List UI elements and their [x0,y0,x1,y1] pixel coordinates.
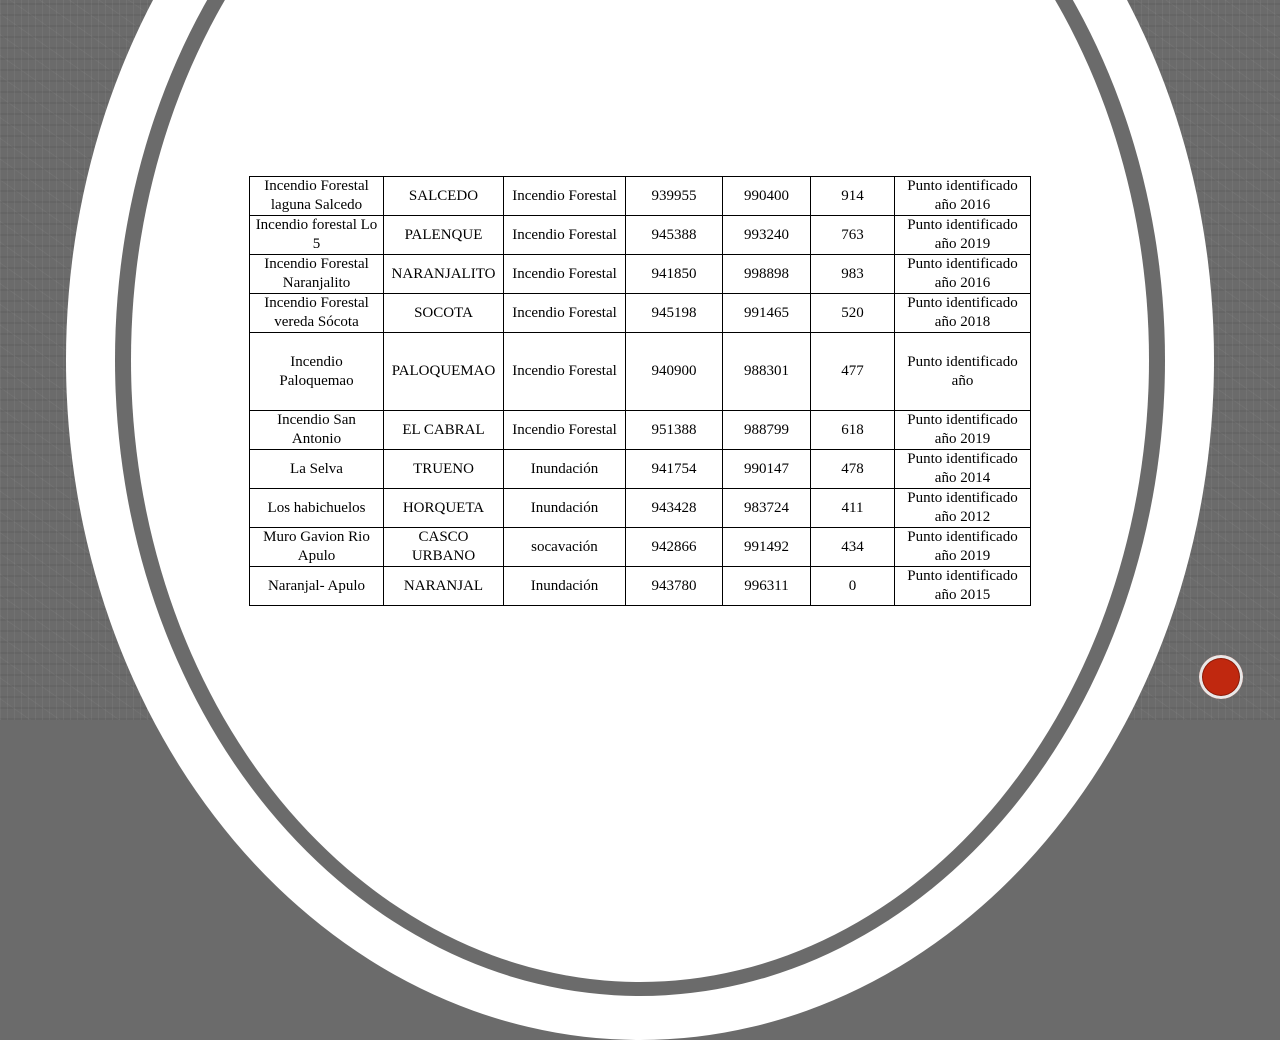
altitude-cell: 983 [811,255,895,294]
altitude-cell: 520 [811,294,895,333]
observation-cell: Punto identificado año 2016 [895,255,1031,294]
table-row [250,450,1031,489]
altitude-cell: 477 [811,333,895,411]
event-name-cell: Incendio Paloquemao [250,333,384,411]
event-name-cell: Naranjal- Apulo [250,567,384,606]
coord-north-cell: 998898 [723,255,811,294]
altitude-cell: 411 [811,489,895,528]
altitude-cell: 478 [811,450,895,489]
event-type-cell: Inundación [504,450,626,489]
vereda-cell: NARANJALITO [384,255,504,294]
event-type-cell: Incendio Forestal [504,216,626,255]
coord-east-cell: 942866 [626,528,723,567]
altitude-cell: 618 [811,411,895,450]
altitude-cell: 914 [811,177,895,216]
vereda-cell: NARANJAL [384,567,504,606]
observation-cell: Punto identificado año 2019 [895,528,1031,567]
altitude-cell: 763 [811,216,895,255]
vereda-cell: TRUENO [384,450,504,489]
altitude-cell: 0 [811,567,895,606]
coord-east-cell: 939955 [626,177,723,216]
coord-east-cell: 940900 [626,333,723,411]
table-body [250,177,1031,606]
table-row [250,489,1031,528]
coord-east-cell: 945388 [626,216,723,255]
coord-north-cell: 990147 [723,450,811,489]
vereda-cell: HORQUETA [384,489,504,528]
event-type-cell: socavación [504,528,626,567]
vereda-cell: SOCOTA [384,294,504,333]
coord-north-cell: 988301 [723,333,811,411]
table-row [250,528,1031,567]
observation-cell: Punto identificado año 2015 [895,567,1031,606]
event-type-cell: Inundación [504,489,626,528]
event-type-cell: Inundación [504,567,626,606]
table-row [250,255,1031,294]
event-name-cell: Incendio San Antonio [250,411,384,450]
risk-points-table [249,176,1031,606]
coord-east-cell: 945198 [626,294,723,333]
observation-cell: Punto identificado año 2018 [895,294,1031,333]
coord-north-cell: 996311 [723,567,811,606]
altitude-cell: 434 [811,528,895,567]
coord-north-cell: 988799 [723,411,811,450]
coord-east-cell: 943428 [626,489,723,528]
observation-cell: Punto identificado año 2014 [895,450,1031,489]
coord-north-cell: 983724 [723,489,811,528]
observation-cell: Punto identificado año 2019 [895,216,1031,255]
event-name-cell: Muro Gavion Rio Apulo [250,528,384,567]
coord-north-cell: 991465 [723,294,811,333]
event-type-cell: Incendio Forestal [504,177,626,216]
observation-cell: Punto identificado año 2012 [895,489,1031,528]
coord-north-cell: 990400 [723,177,811,216]
circle-button[interactable] [1199,655,1243,699]
table-row [250,567,1031,606]
vereda-cell: EL CABRAL [384,411,504,450]
event-type-cell: Incendio Forestal [504,333,626,411]
event-name-cell: Incendio Forestal vereda Sócota [250,294,384,333]
vereda-cell: CASCO URBANO [384,528,504,567]
vereda-cell: PALOQUEMAO [384,333,504,411]
coord-north-cell: 993240 [723,216,811,255]
coord-east-cell: 941850 [626,255,723,294]
event-name-cell: Incendio Forestal Naranjalito [250,255,384,294]
table-row [250,177,1031,216]
coord-east-cell: 943780 [626,567,723,606]
observation-cell: Punto identificado año [895,333,1031,411]
event-type-cell: Incendio Forestal [504,294,626,333]
vereda-cell: SALCEDO [384,177,504,216]
table-row [250,294,1031,333]
coord-east-cell: 951388 [626,411,723,450]
vereda-cell: PALENQUE [384,216,504,255]
event-name-cell: La Selva [250,450,384,489]
observation-cell: Punto identificado año 2019 [895,411,1031,450]
table-row [250,216,1031,255]
event-name-cell: Incendio Forestal laguna Salcedo [250,177,384,216]
coord-east-cell: 941754 [626,450,723,489]
event-type-cell: Incendio Forestal [504,411,626,450]
coord-north-cell: 991492 [723,528,811,567]
table-row [250,333,1031,411]
table-row [250,411,1031,450]
event-name-cell: Los habichuelos [250,489,384,528]
event-name-cell: Incendio forestal Lo 5 [250,216,384,255]
observation-cell: Punto identificado año 2016 [895,177,1031,216]
event-type-cell: Incendio Forestal [504,255,626,294]
